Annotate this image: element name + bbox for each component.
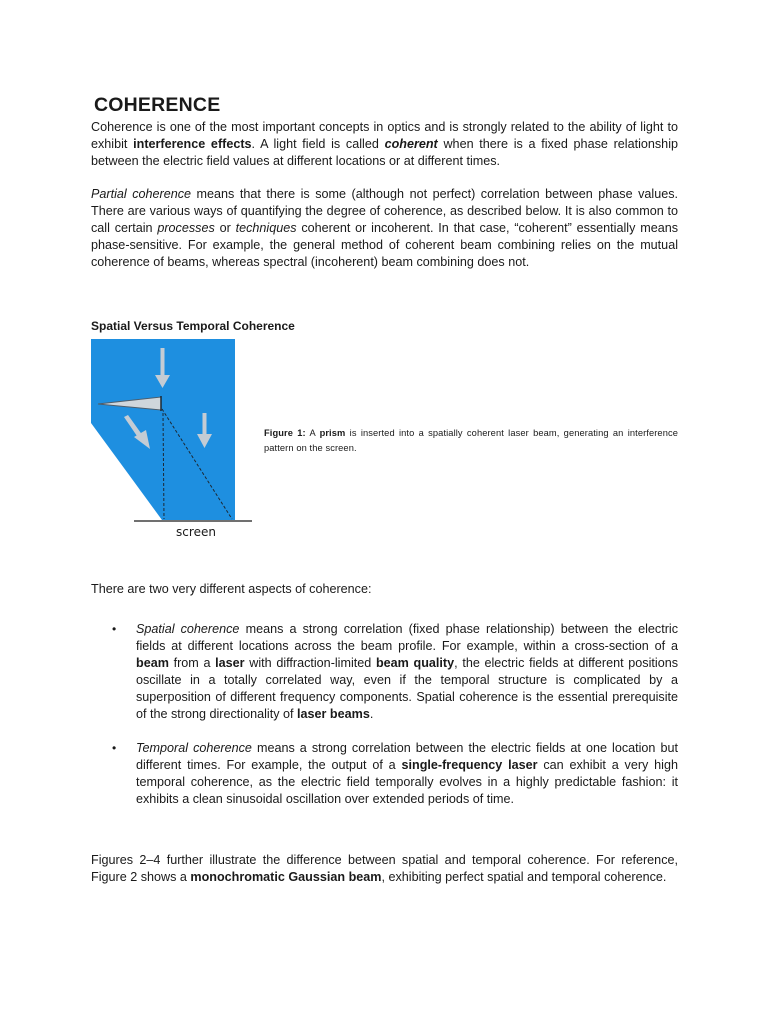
list-item-temporal-coherence [136,740,678,808]
screen-label: screen [176,525,216,539]
page-title: COHERENCE [94,94,221,116]
term-partial-coherence: Partial coherence [91,187,192,201]
text-run: Coherence is one of the most important concepts in optics and is strongly related to the ability of light to exhibit [91,120,678,151]
section-heading: Spatial Versus Temporal Coherence [91,319,295,333]
text-run: A [305,428,320,438]
text-run: coherent or incoherent. In that case, “coherent” essentially means phase-sensitive. For example, the general method of coherent beam combining relies on the mutual coherence of beams, whereas spectral (incoherent) beam combining does not. [91,221,678,269]
text-run: means a strong correlation (fixed phase relationship) between the electric fields at different locations across the beam profile. For example, within a cross-section of a [136,622,678,653]
term-interference-effects: interference effects [133,137,252,151]
term-techniques: techniques [235,221,297,235]
partial-coherence-paragraph [91,186,678,271]
text-run: from a [168,656,216,670]
text-run: Figures 2–4 further illustrate the difference between spatial and temporal coherence. For reference, Figure 2 shows a [91,853,678,884]
term-laser: laser [215,656,245,670]
term-temporal-coherence: Temporal coherence [136,741,252,755]
caption-label: Figure 1: [264,428,306,438]
text-run: when there is a fixed phase relationship between the electric field values at different locations or at different times. [91,137,678,168]
figure-prism-diagram [88,337,258,548]
term-laser-beams: laser beams [297,707,370,721]
text-run: , the electric fields at different positions oscillate in a totally correlated way, even if the temporal structure is complicated by a superposition of different frequency components. Spatial coherence is the essential prerequisite of the strong directionality of [136,656,678,721]
text-run: . [369,707,374,721]
text-run: means that there is some (although not perfect) correlation between phase values. There are various ways of quantifying the degree of coherence, as described below. It is also common to call certain [91,187,678,235]
text-run: or [214,221,236,235]
term-beam: beam [136,656,169,670]
term-beam-quality: beam quality [375,656,455,670]
prism-beam-illustration [88,337,258,543]
bullet-marker: • [112,741,117,755]
list-item-spatial-coherence [136,621,678,723]
text-run: , exhibiting perfect spatial and temporal coherence. [381,870,667,884]
text-run: with diffraction-limited [244,656,376,670]
figure-caption [264,426,678,456]
text-run: can exhibit a very high temporal coherence, as the electric field temporally evolves in a highly predictable fashion: it exhibits a clean sinusoidal oscillation over extended periods of time. [136,758,678,806]
intro-paragraph [91,119,678,170]
text-run: is inserted into a spatially coherent laser beam, generating an interference pattern on the screen. [264,428,678,453]
aspects-intro: There are two very different aspects of coherence: [91,582,372,596]
bullet-marker: • [112,622,117,636]
text-run: . A light field is called [251,137,385,151]
term-processes: processes [157,221,215,235]
closing-paragraph [91,852,678,886]
text-run: means a strong correlation between the electric fields at one location but different times. For example, the output of a [136,741,678,772]
term-prism: prism [319,428,346,438]
term-coherent: coherent [384,137,438,151]
term-spatial-coherence: Spatial coherence [136,622,240,636]
term-monochromatic-gaussian-beam: monochromatic Gaussian beam [190,870,382,884]
term-single-frequency-laser: single-frequency laser [401,758,538,772]
